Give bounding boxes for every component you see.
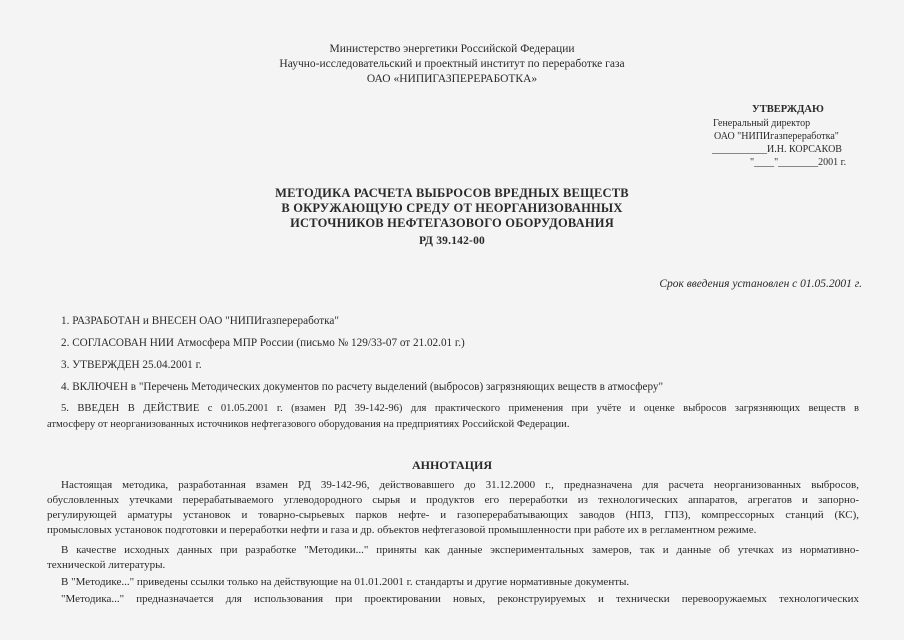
annotation-p1-line3: регулирующей арматуры установок и товарно-сырьевых парков нефте- и газоперерабатывающих заводов (НПЗ, ГПЗ), компрессорных станций (КС), [47, 509, 859, 521]
approval-title: УТВЕРЖДАЮ [752, 104, 824, 115]
doc-title-line3: ИСТОЧНИКОВ НЕФТЕГАЗОВОГО ОБОРУДОВАНИЯ [290, 216, 614, 230]
annotation-p2-line1: В качестве исходных данных при разработке "Методики..." приняты как данные экспериментальных замеров, так и данные об утечках из нормативно- [61, 544, 859, 556]
annotation-heading: АННОТАЦИЯ [411, 458, 493, 472]
item-developed: 1. РАЗРАБОТАН и ВНЕСЕН ОАО "НИПИгазпереработка" [61, 315, 339, 327]
annotation-p3: В "Методике..." приведены ссылки только на действующие на 01.01.2001 г. стандарты и другие нормативные документы. [61, 576, 630, 588]
approval-org: ОАО "НИПИгазпереработка" [714, 131, 839, 142]
doc-code: РД 39.142-00 [419, 235, 485, 247]
institute-name: Научно-исследовательский и проектный институт по переработке газа [279, 58, 625, 70]
item-enacted-line2: атмосферу от неорганизованных источников нефтегазового оборудования на предприятиях Российской Федерации. [47, 419, 570, 430]
approval-date: "____"________2001 г. [750, 157, 847, 168]
doc-title-line2: В ОКРУЖАЮЩУЮ СРЕДУ ОТ НЕОРГАНИЗОВАННЫХ [281, 201, 623, 215]
item-agreed: 2. СОГЛАСОВАН НИИ Атмосфера МПР России (письмо № 129/33-07 от 21.02.01 г.) [61, 337, 465, 349]
annotation-p4: "Методика..." предназначается для использования при проектировании новых, реконструируемых и технически перевооружаемых технологических [61, 593, 859, 605]
annotation-p1-line2: обусловленных утечками перерабатываемого углеводородного сырья и продуктов его переработки из технологических аппаратов, агрегатов и запорно- [47, 494, 859, 506]
annotation-p2-line2: технической литературы. [47, 559, 166, 571]
annotation-p1-line1: Настоящая методика, разработанная взамен РД 39-142-96, действовавшего до 31.12.2000 г., предназначена для расчета неорганизованных выбросов, [61, 479, 859, 491]
ministry-name: Министерство энергетики Российской Федерации [329, 43, 575, 55]
item-enacted-line1: 5. ВВЕДЕН В ДЕЙСТВИЕ с 01.05.2001 г. (взамен РД 39-142-96) для практического применения при учёте и оценке выбросов загрязняющих веществ в [61, 403, 859, 414]
effective-date: Срок введения установлен с 01.05.2001 г. [659, 278, 862, 290]
company-name: ОАО «НИПИГАЗПЕРЕРАБОТКА» [366, 73, 538, 85]
item-approved: 3. УТВЕРЖДЕН 25.04.2001 г. [61, 359, 202, 371]
annotation-p1-line4: промысловых установок подготовки и переработки нефти и газа и др. объектов нефтегазовой промышленности при работе их в регламентном режиме. [47, 524, 757, 536]
approval-position: Генеральный директор [713, 118, 811, 129]
doc-title-line1: МЕТОДИКА РАСЧЕТА ВЫБРОСОВ ВРЕДНЫХ ВЕЩЕСТВ [275, 186, 629, 200]
item-included: 4. ВКЛЮЧЕН в "Перечень Методических документов по расчету выделений (выбросов) загрязняющих веществ в атмосферу" [61, 381, 664, 393]
approval-signature: ___________И.Н. КОРСАКОВ [712, 144, 842, 155]
